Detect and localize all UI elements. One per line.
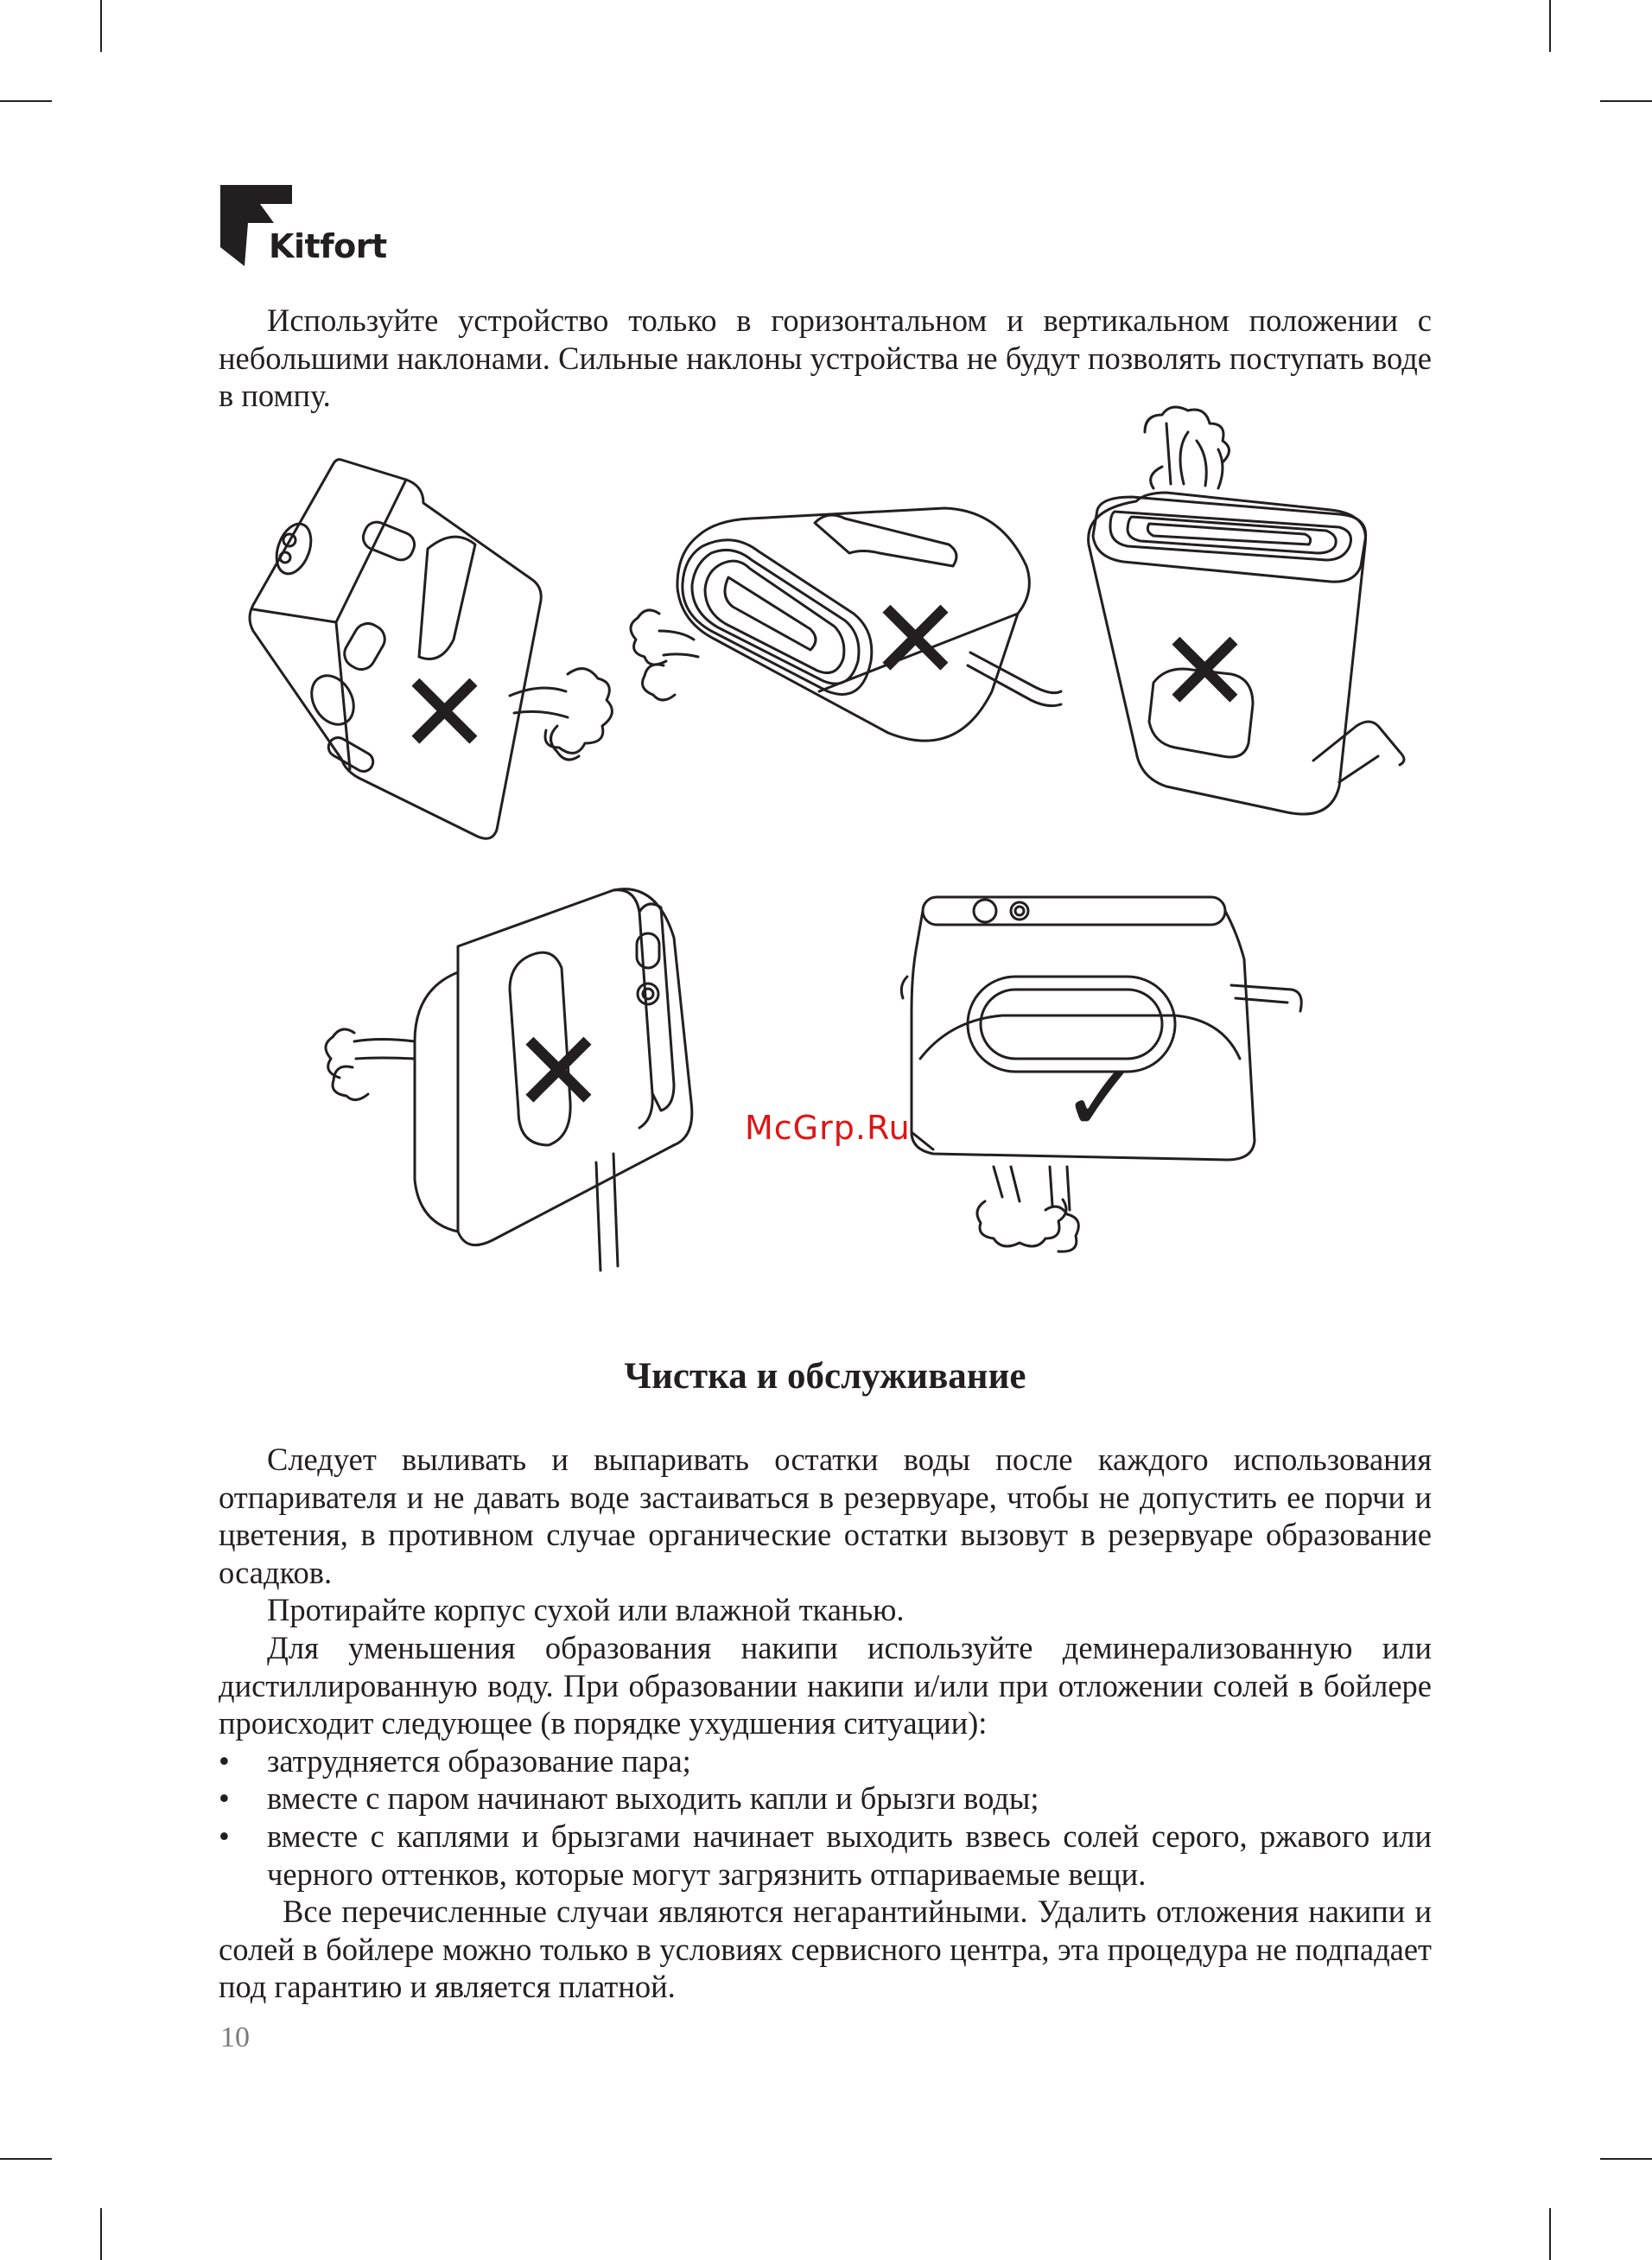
illustration-2-mark: ✕: [868, 574, 963, 705]
section-body: [219, 1441, 1432, 2006]
symptom-list: [219, 1742, 1432, 1893]
crop-mark: [1600, 2158, 1652, 2160]
crop-mark: [1600, 100, 1652, 102]
crop-mark: [0, 100, 52, 102]
crop-mark: [100, 0, 102, 52]
section-paragraph-2: Протирайте корпус сухой или влажной тканью.: [267, 1592, 905, 1628]
brand-name: Kitfort: [269, 227, 387, 265]
watermark-text: McGrp.Ru: [745, 1109, 911, 1147]
list-item-text: затрудняется образование пара;: [267, 1742, 691, 1779]
section-title: Чистка и обслуживание: [624, 1356, 1026, 1397]
page-number: 10: [220, 2021, 250, 2053]
illustration-1-mark: ✕: [397, 647, 492, 779]
intro-text-block: [219, 302, 1432, 415]
crop-mark: [100, 2208, 102, 2260]
list-item: [219, 1742, 1432, 1780]
list-item-text: вместе с паром начинают выходить капли и брызги воды;: [267, 1780, 1039, 1817]
steamer-lying-on-side-illustration: [629, 501, 1078, 778]
list-item: [219, 1779, 1432, 1818]
illustration-5-mark: ✓: [1061, 1042, 1141, 1153]
section-paragraph-1: Следует выливать и выпаривать остатки воды после каждого использования отпаривателя и не давать воде застаиваться в резервуаре, чтобы не допустить ее порчи и цветения, в противном случае органические остатки вызовут в резервуаре образование осадков.: [219, 1442, 1432, 1590]
bullet-icon: •: [219, 1780, 230, 1817]
list-item-text: вместе с каплями и брызгами начинает выходить взвесь солей серого, ржавого или черного оттенков, которые могут загрязнить отпариваемые вещи.: [267, 1818, 1432, 1892]
crop-mark: [1549, 2208, 1551, 2260]
list-item: [219, 1818, 1432, 1893]
illustration-3-mark: ✕: [1158, 606, 1252, 737]
crop-mark: [0, 2158, 52, 2160]
closing-paragraph: Все перечисленные случаи являются негарантийными. Удалить отложения накипи и солей в бойлере можно только в условиях сервисного центра, эта процедура не подпадает под гарантию и является платной.: [219, 1894, 1432, 2005]
illustration-4-mark: ✕: [511, 1006, 606, 1137]
bullet-icon: •: [219, 1742, 230, 1779]
crop-mark: [1549, 0, 1551, 52]
bullet-icon: •: [219, 1818, 230, 1854]
intro-paragraph: Используйте устройство только в горизонтальном и вертикальном положении с небольшими наклонами. Сильные наклоны устройства не будут позволять поступать воде в помпу.: [219, 302, 1432, 414]
section-paragraph-3: Для уменьшения образования накипи используйте деминерализованную или дистиллированную воду. При образовании накипи и/или при отложении солей в бойлере происходит следующее (в порядке ухудшения ситуации):: [219, 1629, 1432, 1741]
